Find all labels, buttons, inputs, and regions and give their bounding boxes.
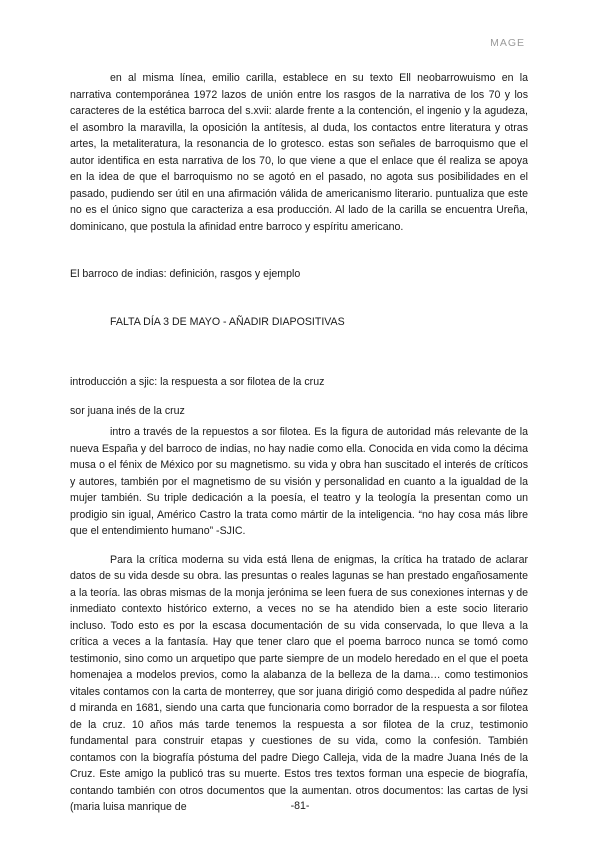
spacer [70,540,528,552]
header-mark: MAGE [490,37,525,49]
paragraph-carilla: en al misma línea, emilio carilla, establece en su texto Ell neobarrowuismo en la narrativa contemporánea 1972 lazos de unión entre los rasgos de la narrativa de los 70 y los caracteres de la estética barroca del s.xvii: alarde frente a la contención, el ingenio y la agudeza, el asombro la maravilla, la oposición la antítesis, al duda, los contactos entre literatura y otras artes, la metaliteratura, la resonancia de lo grotesco. estas son señales de barroquismo que el autor identifica en esta narrativa de los 70, lo que viene a que el enlace que él realiza se apoya en la idea de que el barroquismo no se agotó en el pasado, no agota sus posibilidades en el pasado, pudiendo ser útil en una afirmación válida de americanismo literario. puntualiza que este no es el único signo que caracteriza a esa producción. Al lado de la carilla se encuentra Ureña, dominicano, que postula la afinidad entre barroco y espíritu americano. [70,72,528,233]
note-falta-dia: FALTA DÍA 3 DE MAYO - AÑADIR DIAPOSITIVAS [110,315,345,328]
paragraph-intro-sor-filotea: intro a través de la repuestos a sor filotea. Es la figura de autoridad más relevante de la nueva España y del barroco de indias, no hay nadie como ella. Conocida en vida como la décima musa o el fénix de México por su magnetismo. su vida y obra han suscitado el interés de críticos y autores, también por el magnetismo de su visión y personalidad en cuanto a la igualdad de la mujer también. Su triple dedicación a la poesía, el teatro y la teología la presentan como un prodigio sin igual, Américo Castro la trata como mártir de la inteligencia. “no hay cosa más libre que el entendimiento humano” -SJIC. [70,426,528,537]
spacer [70,235,528,266]
spacer [70,283,528,314]
document-body [70,70,528,816]
spacer [70,330,528,374]
page-number: -81- [290,800,310,812]
section-heading-barroco-de-indias: El barroco de indias: definición, rasgos y ejemplo [70,268,301,280]
spacer [70,391,528,403]
section-heading-introduccion: introducción a sjic: la respuesta a sor filotea de la cruz [70,376,325,388]
section-heading-sor-juana: sor juana inés de la cruz [70,404,185,417]
paragraph-critica-moderna: Para la crítica moderna su vida está llena de enigmas, la crítica ha tratado de aclarar datos de su vida desde su obra. las presuntas o reales lagunas se han prestado engañosamente a la teoría. las obras mismas de la monja jerónima se leen fuera de sus conexiones internas y de inmediato contexto histórico externo, a veces no se ha atendido bien a este socio literario incluso. Todo esto es por la escasa documentación de su vida conservada, lo que lleva a la crítica a veces a la fantasía. Hay que tener claro que el poema barroco nunca se tomó como testimonio, sino como un arquetipo que parte siempre de un modelo heredado en el que el poeta homenajea a modelos previos, como la alabanza de la belleza de la dama… como testimonios vitales contamos con la carta de monterrey, que sor juana dirigió como despedida al padre núñez d miranda en 1681, siendo una carta que funcionaria como borrador de la respuesta a sor filotea de la cruz. 10 años más tarde tenemos la respuesta a sor filotea de la cruz, testimonio fundamental para construir etapas y cuestiones de su vida, como la confesión. También contamos con la biografía póstuma del padre Diego Calleja, vida de la madre Juana Inés de la Cruz. Este amigo la publicó tras su muerte. Estos tres textos forman una especie de biografía, contando también con otros documentos que la aumentan. otros documentos: las cartas de lysi (maria luisa manrique de [70,553,528,813]
